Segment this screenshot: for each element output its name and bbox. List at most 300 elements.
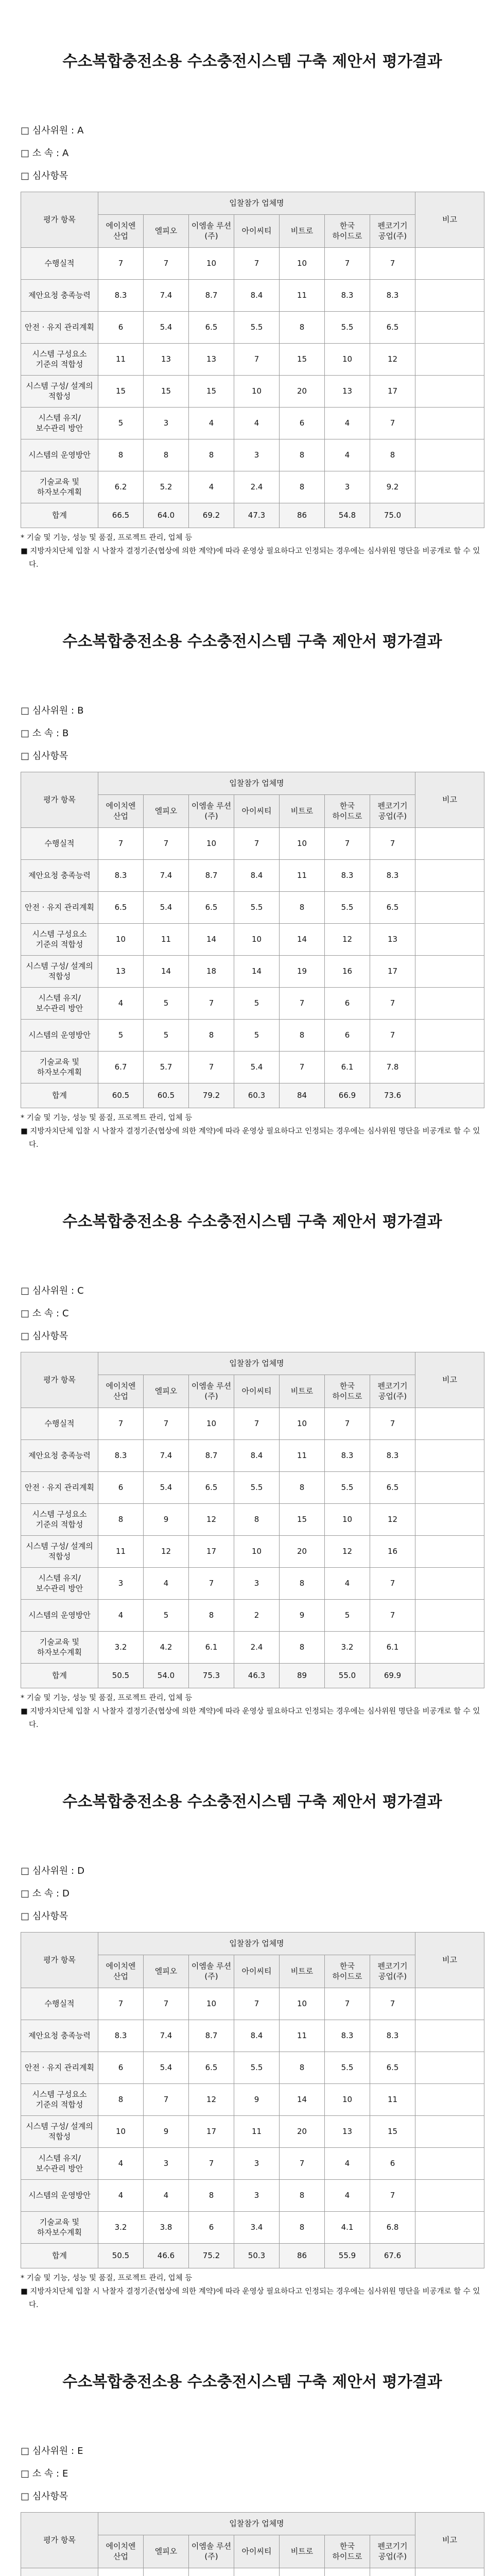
header-evaluation-item: 평가 항목 (21, 1933, 98, 1988)
score-cell: 4 (98, 1600, 144, 1632)
judge-value: B (77, 705, 84, 716)
score-cell (280, 2568, 325, 2576)
score-cell: 19 (280, 956, 325, 988)
evaluation-table (21, 192, 484, 528)
score-cell: 7 (234, 248, 280, 280)
score-cell: 9 (144, 1504, 189, 1536)
score-cell: 10 (234, 924, 280, 956)
score-cell: 16 (325, 956, 370, 988)
score-cell (370, 2568, 415, 2576)
table-row (21, 2148, 484, 2180)
score-cell: 3 (234, 1568, 280, 1600)
remark-cell (415, 344, 484, 376)
judge-line (21, 1860, 504, 1883)
company-name: 펜코기기 공업(주) (370, 2535, 415, 2568)
score-cell: 8.3 (325, 280, 370, 312)
score-cell: 3 (98, 1568, 144, 1600)
header-bidder-companies: 입찰참가 업체명 (98, 192, 415, 215)
score-cell: 8 (370, 439, 415, 471)
table-row (21, 1536, 484, 1568)
score-cell: 12 (189, 2084, 234, 2116)
total-row (21, 1083, 484, 1108)
table-row (21, 2052, 484, 2084)
table-row (21, 376, 484, 408)
score-cell: 8 (280, 1472, 325, 1504)
total-cell: 86 (280, 2244, 325, 2268)
score-cell: 5 (98, 408, 144, 439)
criterion-label: 안전 · 유지 관리계획 (21, 1472, 98, 1504)
score-cell: 6.1 (325, 1052, 370, 1083)
score-cell: 12 (189, 1504, 234, 1536)
table-row (21, 439, 484, 471)
evaluation-table (21, 2512, 484, 2576)
table-body (21, 1408, 484, 1688)
score-cell: 14 (280, 2084, 325, 2116)
disclosure-note: ■ 지방자치단체 입찰 시 낙찰자 결정기준(협상에 의한 계약)에 따라 운영상 필요하다고 인정되는 경우에는 심사위원 명단을 비공개로 할 수 있다. (21, 547, 480, 569)
criterion-label: 수행실적 (21, 1408, 98, 1440)
company-name: 비트로 (280, 1375, 325, 1408)
score-cell: 3 (144, 408, 189, 439)
table-row (21, 2020, 484, 2052)
score-cell: 5 (234, 1020, 280, 1052)
score-cell: 5.5 (325, 2052, 370, 2084)
score-cell: 10 (280, 828, 325, 860)
score-cell: 7 (234, 1988, 280, 2020)
criteria-heading: □ 심사항목 (21, 1331, 68, 1342)
score-cell (189, 2568, 234, 2576)
table-header (21, 772, 484, 828)
score-cell: 10 (234, 1536, 280, 1568)
header-row (21, 1352, 484, 1375)
table-row (21, 956, 484, 988)
company-name: 비트로 (280, 795, 325, 828)
remark-cell (415, 2180, 484, 2212)
remark-cell (415, 248, 484, 280)
score-cell: 10 (325, 2084, 370, 2116)
score-cell: 3 (144, 2148, 189, 2180)
score-cell: 6.5 (189, 1472, 234, 1504)
total-cell: 84 (280, 1083, 325, 1108)
score-cell: 6 (98, 2052, 144, 2084)
score-cell: 5 (144, 1020, 189, 1052)
score-cell: 11 (280, 1440, 325, 1472)
criterion-label: 시스템 유지/ 보수관리 방안 (21, 2148, 98, 2180)
score-cell: 8 (280, 2212, 325, 2244)
table-body (21, 248, 484, 528)
header-remark: 비고 (415, 772, 484, 828)
header-evaluation-item: 평가 항목 (21, 772, 98, 828)
score-cell: 8 (280, 312, 325, 344)
score-cell: 8.3 (370, 860, 415, 892)
affiliation-value: E (62, 2468, 68, 2479)
remark-cell (415, 280, 484, 312)
total-cell: 55.9 (325, 2244, 370, 2268)
remark-cell (415, 2568, 484, 2576)
score-cell: 3.2 (325, 1632, 370, 1664)
table-row (21, 1020, 484, 1052)
score-cell (325, 2568, 370, 2576)
criteria-heading: □ 심사항목 (21, 751, 68, 761)
remark-cell (415, 2020, 484, 2052)
table-body (21, 1988, 484, 2268)
table-row (21, 1504, 484, 1536)
score-cell: 3 (325, 471, 370, 503)
remark-cell (415, 503, 484, 528)
score-cell: 9 (280, 1600, 325, 1632)
header-row (21, 1933, 484, 1955)
score-cell: 10 (98, 924, 144, 956)
score-cell: 5.4 (144, 312, 189, 344)
remark-cell (415, 2148, 484, 2180)
total-cell: 60.3 (234, 1083, 280, 1108)
score-cell: 8.7 (189, 2020, 234, 2052)
score-cell: 7 (98, 248, 144, 280)
company-name: 이엠솔 루션(주) (189, 2535, 234, 2568)
affiliation-label: □ 소 속 : (21, 728, 60, 739)
evaluation-note: * 기술 및 기능, 성능 및 품질, 프로젝트 관리, 업체 등 (21, 1114, 193, 1122)
score-cell: 7 (280, 1052, 325, 1083)
score-cell: 11 (370, 2084, 415, 2116)
score-cell: 6.1 (370, 1632, 415, 1664)
score-cell: 7 (234, 344, 280, 376)
criterion-label: 안전 · 유지 관리계획 (21, 312, 98, 344)
company-name: 엘피오 (144, 1375, 189, 1408)
total-cell: 66.5 (98, 503, 144, 528)
affiliation-label: □ 소 속 : (21, 1888, 60, 1899)
table-row (21, 1568, 484, 1600)
score-cell: 8 (98, 439, 144, 471)
score-cell: 11 (280, 280, 325, 312)
score-cell: 14 (144, 956, 189, 988)
score-cell: 5 (144, 1600, 189, 1632)
total-cell: 54.8 (325, 503, 370, 528)
score-cell: 7.4 (144, 2020, 189, 2052)
company-name: 한국 하이드로 (325, 1955, 370, 1988)
score-cell: 17 (189, 2116, 234, 2148)
company-name: 이엠솔 루션(주) (189, 795, 234, 828)
company-name: 비트로 (280, 2535, 325, 2568)
score-cell: 4 (325, 2180, 370, 2212)
score-cell: 10 (234, 376, 280, 408)
score-cell: 8 (189, 2180, 234, 2212)
criterion-label: 기술교육 및 하자보수계획 (21, 471, 98, 503)
company-name: 아이씨티 (234, 1955, 280, 1988)
score-cell: 5.2 (144, 471, 189, 503)
score-cell: 7 (189, 1568, 234, 1600)
remark-cell (415, 1536, 484, 1568)
affiliation-label: □ 소 속 : (21, 148, 60, 159)
score-cell: 3.8 (144, 2212, 189, 2244)
score-cell: 15 (280, 1504, 325, 1536)
company-name: 펜코기기 공업(주) (370, 1375, 415, 1408)
score-cell: 7 (144, 828, 189, 860)
remark-cell (415, 1600, 484, 1632)
table-header (21, 2513, 484, 2568)
header-evaluation-item: 평가 항목 (21, 1352, 98, 1408)
score-cell: 7 (98, 1988, 144, 2020)
affiliation-line (21, 722, 504, 745)
score-cell: 9.2 (370, 471, 415, 503)
score-cell: 5.4 (144, 2052, 189, 2084)
score-cell: 6.2 (98, 471, 144, 503)
affiliation-line (21, 2463, 504, 2485)
total-row (21, 1664, 484, 1688)
score-cell: 7.4 (144, 280, 189, 312)
company-name: 아이씨티 (234, 2535, 280, 2568)
criterion-label: 시스템 유지/ 보수관리 방안 (21, 988, 98, 1020)
criterion-label: 제안요청 충족능력 (21, 280, 98, 312)
score-cell: 7.4 (144, 1440, 189, 1472)
score-cell: 6.8 (370, 2212, 415, 2244)
score-cell: 6.5 (189, 892, 234, 924)
header-bidder-companies: 입찰참가 업체명 (98, 2513, 415, 2535)
score-cell: 8.4 (234, 280, 280, 312)
remark-cell (415, 892, 484, 924)
score-cell: 5.4 (144, 892, 189, 924)
header-bidder-companies: 입찰참가 업체명 (98, 1933, 415, 1955)
criteria-heading: □ 심사항목 (21, 171, 68, 181)
affiliation-line (21, 1883, 504, 1905)
affiliation-line (21, 142, 504, 165)
score-cell: 6.5 (370, 1472, 415, 1504)
judge-value: A (77, 125, 84, 136)
header-evaluation-item: 평가 항목 (21, 2513, 98, 2568)
criterion-label: 기술교육 및 하자보수계획 (21, 1052, 98, 1083)
score-cell: 5.5 (234, 312, 280, 344)
score-cell: 7 (370, 1568, 415, 1600)
total-label: 합계 (21, 503, 98, 528)
score-cell: 7 (144, 2084, 189, 2116)
table-row (21, 1472, 484, 1504)
remark-cell (415, 2052, 484, 2084)
score-cell: 7 (325, 1988, 370, 2020)
score-cell: 7 (144, 248, 189, 280)
evaluation-table (21, 1352, 484, 1688)
score-cell: 3 (234, 2148, 280, 2180)
remark-cell (415, 1408, 484, 1440)
score-cell: 3.4 (234, 2212, 280, 2244)
score-cell: 7 (325, 248, 370, 280)
page-title: 수소복합충전소용 수소충전시스템 구축 제안서 평가결과 (62, 1213, 442, 1231)
score-cell: 4 (325, 1568, 370, 1600)
score-cell: 13 (189, 344, 234, 376)
disclosure-note: ■ 지방자치단체 입찰 시 낙찰자 결정기준(협상에 의한 계약)에 따라 운영상 필요하다고 인정되는 경우에는 심사위원 명단을 비공개로 할 수 있다. (21, 1707, 480, 1729)
score-cell: 8.3 (370, 280, 415, 312)
score-cell: 6 (98, 312, 144, 344)
total-label: 합계 (21, 2244, 98, 2268)
table-body (21, 2568, 484, 2576)
judge-line (21, 700, 504, 722)
score-cell: 7 (234, 828, 280, 860)
score-cell: 5.5 (325, 312, 370, 344)
score-cell: 4 (234, 408, 280, 439)
table-row (21, 860, 484, 892)
remark-cell (415, 2212, 484, 2244)
company-name: 이엠솔 루션(주) (189, 215, 234, 248)
score-cell: 7 (280, 988, 325, 1020)
score-cell: 6.5 (189, 2052, 234, 2084)
remark-cell (415, 1568, 484, 1600)
criterion-label: 시스템의 운영방안 (21, 439, 98, 471)
remark-cell (415, 1632, 484, 1664)
total-label: 합계 (21, 1083, 98, 1108)
score-cell: 6 (325, 1020, 370, 1052)
company-name: 아이씨티 (234, 1375, 280, 1408)
criterion-label (21, 2568, 98, 2576)
score-cell: 7 (234, 1408, 280, 1440)
criterion-label: 시스템 구성/ 설계의 적합성 (21, 956, 98, 988)
score-cell: 3.2 (98, 1632, 144, 1664)
score-cell: 5.5 (325, 1472, 370, 1504)
total-label: 합계 (21, 1664, 98, 1688)
score-cell: 10 (325, 1504, 370, 1536)
score-cell (144, 2568, 189, 2576)
criterion-label: 시스템 구성요소 기준의 적합성 (21, 924, 98, 956)
score-cell: 6.5 (370, 892, 415, 924)
judge-line (21, 2440, 504, 2463)
score-cell: 4 (325, 439, 370, 471)
score-cell: 8 (280, 1568, 325, 1600)
score-cell: 14 (189, 924, 234, 956)
criteria-heading: □ 심사항목 (21, 2491, 68, 2502)
table-row (21, 312, 484, 344)
score-cell: 6 (189, 2212, 234, 2244)
criterion-label: 시스템 구성요소 기준의 적합성 (21, 2084, 98, 2116)
score-cell: 20 (280, 1536, 325, 1568)
criterion-label: 제안요청 충족능력 (21, 1440, 98, 1472)
table-row (21, 2116, 484, 2148)
score-cell: 8.3 (370, 1440, 415, 1472)
remark-cell (415, 1020, 484, 1052)
remark-cell (415, 376, 484, 408)
remark-cell (415, 1083, 484, 1108)
remark-cell (415, 956, 484, 988)
total-cell: 46.6 (144, 2244, 189, 2268)
score-cell: 7 (280, 2148, 325, 2180)
score-cell: 6 (325, 988, 370, 1020)
score-cell: 7 (144, 1408, 189, 1440)
score-cell: 15 (370, 2116, 415, 2148)
remark-cell (415, 1664, 484, 1688)
score-cell: 5 (144, 988, 189, 1020)
remark-cell (415, 924, 484, 956)
criterion-label: 시스템 유지/ 보수관리 방안 (21, 408, 98, 439)
score-cell: 6 (280, 408, 325, 439)
score-cell: 8 (280, 1020, 325, 1052)
remark-cell (415, 1472, 484, 1504)
score-cell: 8 (280, 2180, 325, 2212)
score-cell: 10 (280, 1408, 325, 1440)
company-name: 아이씨티 (234, 795, 280, 828)
company-name: 비트로 (280, 1955, 325, 1988)
criterion-label: 수행실적 (21, 1988, 98, 2020)
score-cell: 7 (370, 248, 415, 280)
score-cell: 11 (98, 344, 144, 376)
score-cell: 8 (280, 1632, 325, 1664)
disclosure-note: ■ 지방자치단체 입찰 시 낙찰자 결정기준(협상에 의한 계약)에 따라 운영상 필요하다고 인정되는 경우에는 심사위원 명단을 비공개로 할 수 있다. (21, 1127, 480, 1149)
judge-label: □ 심사위원 : (21, 1866, 75, 1876)
score-cell: 7 (325, 828, 370, 860)
affiliation-label: □ 소 속 : (21, 1308, 60, 1319)
score-cell: 13 (370, 924, 415, 956)
header-row (21, 2513, 484, 2535)
evaluation-section (0, 2320, 504, 2576)
table-row (21, 1988, 484, 2020)
score-cell: 6.1 (189, 1632, 234, 1664)
evaluation-section (0, 1160, 504, 1740)
score-cell: 10 (98, 2116, 144, 2148)
score-cell: 7 (189, 1052, 234, 1083)
evaluation-note: * 기술 및 기능, 성능 및 품질, 프로젝트 관리, 업체 등 (21, 1694, 193, 1702)
total-cell: 50.5 (98, 1664, 144, 1688)
company-name: 에이치엔 산업 (98, 795, 144, 828)
score-cell: 6.5 (370, 2052, 415, 2084)
company-name: 펜코기기 공업(주) (370, 795, 415, 828)
page-title: 수소복합충전소용 수소충전시스템 구축 제안서 평가결과 (62, 53, 442, 71)
score-cell: 11 (280, 2020, 325, 2052)
score-cell: 5.4 (144, 1472, 189, 1504)
total-cell: 50.5 (98, 2244, 144, 2268)
remark-cell (415, 2244, 484, 2268)
affiliation-value: B (62, 728, 69, 739)
company-name: 한국 하이드로 (325, 795, 370, 828)
table-row (21, 1052, 484, 1083)
criterion-label: 기술교육 및 하자보수계획 (21, 2212, 98, 2244)
score-cell: 10 (189, 1408, 234, 1440)
company-name: 펜코기기 공업(주) (370, 1955, 415, 1988)
table-body (21, 828, 484, 1108)
criterion-label: 시스템 구성/ 설계의 적합성 (21, 376, 98, 408)
total-cell: 75.0 (370, 503, 415, 528)
criteria-heading: □ 심사항목 (21, 1911, 68, 1922)
score-cell: 7 (370, 1020, 415, 1052)
table-row (21, 2084, 484, 2116)
company-name: 비트로 (280, 215, 325, 248)
score-cell: 11 (280, 860, 325, 892)
table-row (21, 248, 484, 280)
total-cell: 73.6 (370, 1083, 415, 1108)
table-row (21, 924, 484, 956)
criterion-label: 기술교육 및 하자보수계획 (21, 1632, 98, 1664)
score-cell: 8 (144, 439, 189, 471)
evaluation-section (0, 0, 504, 580)
company-name: 엘피오 (144, 1955, 189, 1988)
affiliation-line (21, 1302, 504, 1325)
score-cell: 2 (234, 1600, 280, 1632)
score-cell: 10 (280, 248, 325, 280)
score-cell: 12 (144, 1536, 189, 1568)
criterion-label: 안전 · 유지 관리계획 (21, 2052, 98, 2084)
judge-label: □ 심사위원 : (21, 2446, 75, 2456)
score-cell: 4 (144, 2180, 189, 2212)
score-cell: 13 (144, 344, 189, 376)
score-cell: 8.3 (98, 860, 144, 892)
total-cell: 60.5 (98, 1083, 144, 1108)
company-name: 에이치엔 산업 (98, 1955, 144, 1988)
score-cell: 4 (98, 2148, 144, 2180)
affiliation-value: D (62, 1888, 69, 1899)
score-cell: 12 (325, 924, 370, 956)
score-cell: 7 (370, 2180, 415, 2212)
criterion-label: 시스템의 운영방안 (21, 2180, 98, 2212)
company-name: 한국 하이드로 (325, 2535, 370, 2568)
score-cell: 6 (98, 1472, 144, 1504)
header-evaluation-item: 평가 항목 (21, 192, 98, 248)
score-cell: 7 (189, 988, 234, 1020)
remark-cell (415, 2084, 484, 2116)
score-cell: 8 (98, 2084, 144, 2116)
table-header (21, 1933, 484, 1988)
